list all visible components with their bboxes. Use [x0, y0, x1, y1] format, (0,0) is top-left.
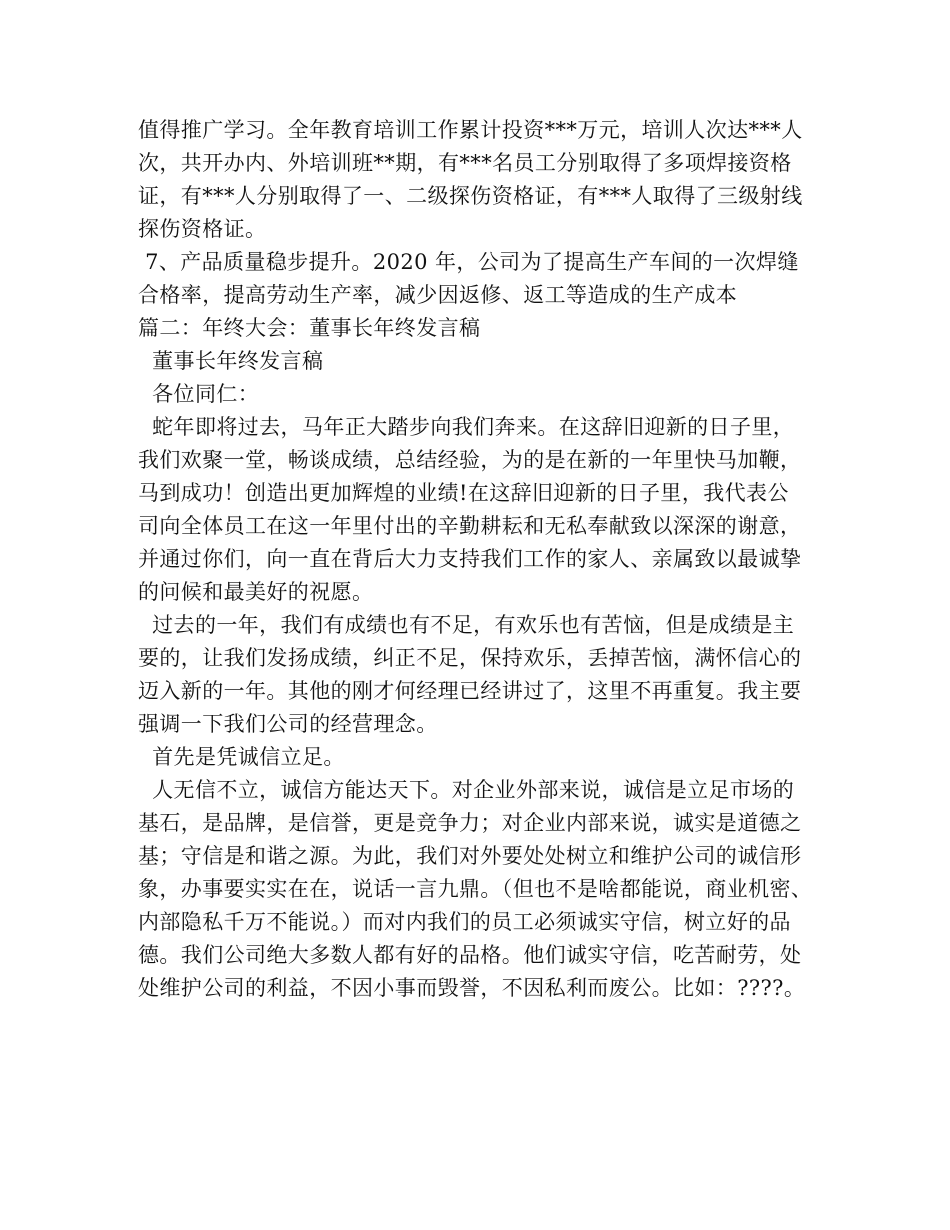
text-line: 的问候和最美好的祝愿。	[138, 580, 374, 604]
text-line: 处维护公司的利益，不因小事而毁誉，不因私利而废公。比如：????。	[138, 976, 806, 1000]
text-line: 要的，让我们发扬成绩，纠正不足，保持欢乐，丢掉苦恼，满怀信心的	[138, 646, 802, 670]
text-line: 我们欢聚一堂，畅谈成绩，总结经验，为的是在新的一年里快马加鞭，	[138, 448, 802, 472]
text-line: 首先是凭诚信立足。	[138, 745, 345, 769]
section-heading: 篇二：年终大会：董事长年终发言稿	[138, 316, 481, 340]
text-line: 基石，是品牌，是信誉，更是竞争力；对企业内部来说，诚实是道德之	[138, 811, 802, 835]
text-line: 基；守信是和谐之源。为此，我们对外要处处树立和维护公司的诚信形	[138, 844, 802, 868]
text-line: 次，共开办内、外培训班**期，有***名员工分别取得了多项焊接资格	[138, 151, 792, 175]
text-line: 人无信不立，诚信方能达天下。对企业外部来说，诚信是立足市场的	[138, 778, 795, 802]
text-line: 蛇年即将过去，马年正大踏步向我们奔来。在这辞旧迎新的日子里，	[138, 415, 795, 439]
text-line: 7、产品质量稳步提升。2020 年，公司为了提高生产车间的一次焊缝	[138, 250, 799, 274]
text-line: 强调一下我们公司的经营理念。	[138, 712, 438, 736]
text-line: 司向全体员工在这一年里付出的辛勤耕耘和无私奉献致以深深的谢意，	[138, 514, 802, 538]
text-line: 过去的一年，我们有成绩也有不足，有欢乐也有苦恼，但是成绩是主	[138, 613, 795, 637]
text-line: 并通过你们，向一直在背后大力支持我们工作的家人、亲属致以最诚挚	[138, 547, 802, 571]
speech-title: 董事长年终发言稿	[138, 349, 324, 373]
text-line: 迈入新的一年。其他的刚才何经理已经讲过了，这里不再重复。我主要	[138, 679, 802, 703]
text-line: 象，办事要实实在在，说话一言九鼎。（但也不是啥都能说，商业机密、	[138, 877, 813, 901]
salutation: 各位同仁：	[138, 382, 260, 406]
text-line: 探伤资格证。	[138, 217, 267, 241]
text-line: 德。我们公司绝大多数人都有好的品格。他们诚实守信，吃苦耐劳，处	[138, 943, 802, 967]
text-line: 证，有***人分别取得了一、二级探伤资格证，有***人取得了三级射线	[138, 184, 803, 208]
text-line: 内部隐私千万不能说。）而对内我们的员工必须诚实守信，树立好的品	[138, 910, 791, 934]
text-line: 马到成功！创造出更加辉煌的业绩!在这辞旧迎新的日子里，我代表公	[138, 481, 789, 505]
text-line: 值得推广学习。全年教育培训工作累计投资***万元，培训人次达***人	[138, 118, 803, 142]
text-line: 合格率，提高劳动生产率，减少因返修、返工等造成的生产成本	[138, 283, 738, 307]
